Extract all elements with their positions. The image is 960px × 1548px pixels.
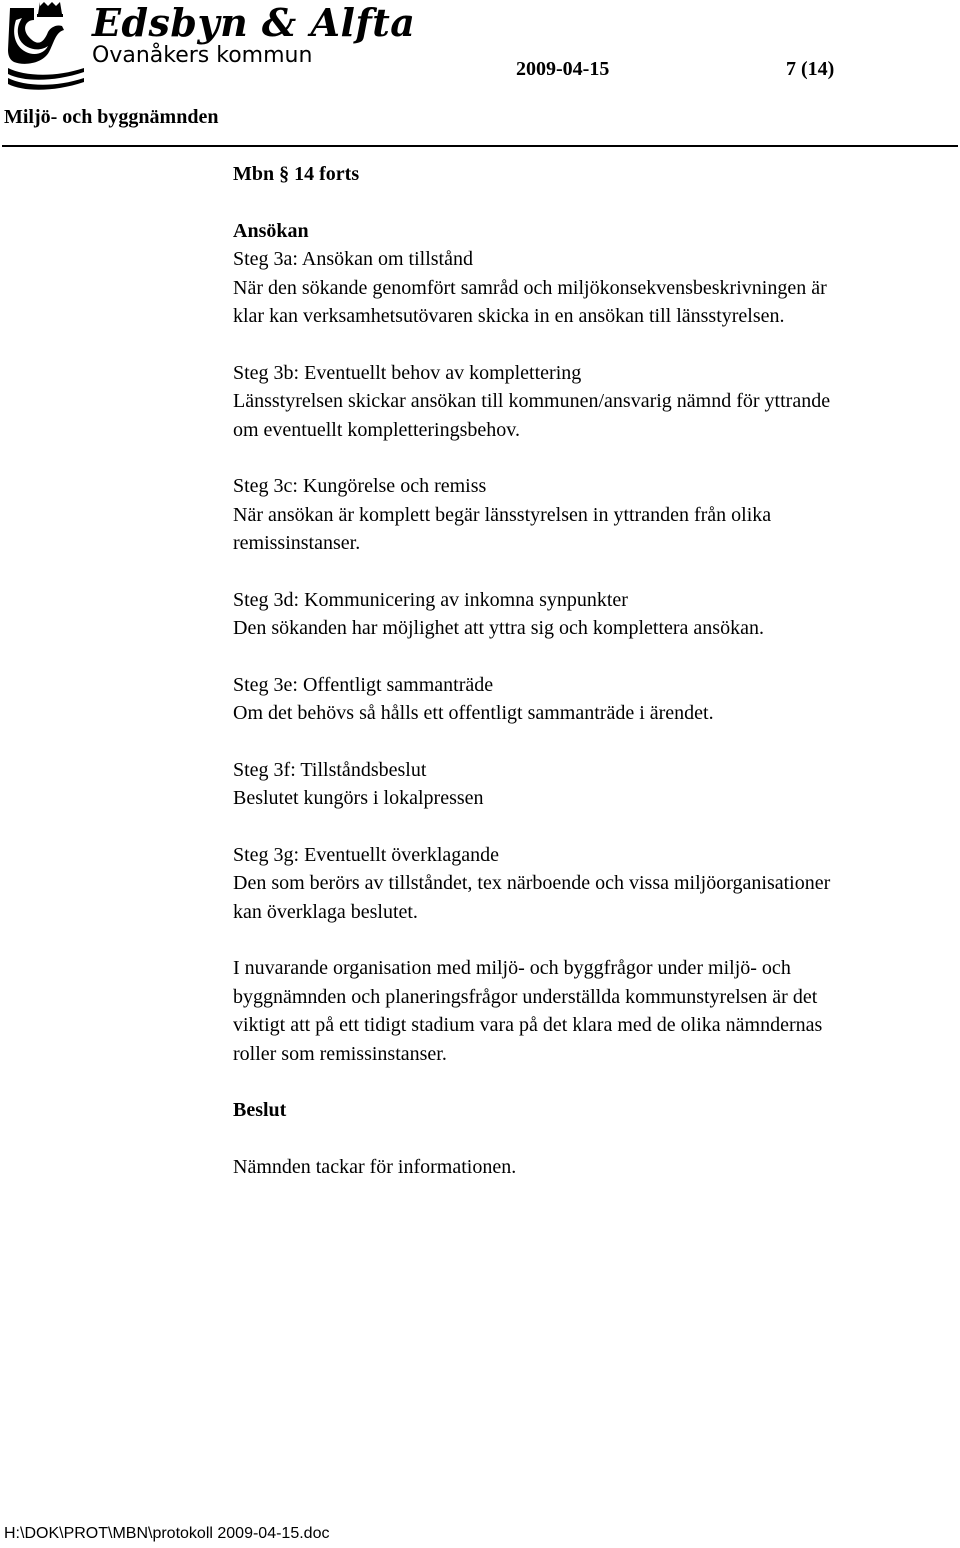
- section-title: Mbn § 14 forts: [233, 163, 360, 185]
- step-text-line: Beslutet kungörs i lokalpressen: [233, 787, 484, 809]
- decision-heading: Beslut: [233, 1099, 287, 1121]
- step-text-line: Den sökanden har möjlighet att yttra sig och komplettera ansökan.: [233, 617, 764, 639]
- step-block: [233, 671, 955, 728]
- step-title: Steg 3f: Tillståndsbeslut: [233, 758, 427, 781]
- step-title: Steg 3d: Kommunicering av inkomna synpunkter: [233, 588, 628, 611]
- step-title: Steg 3e: Offentligt sammanträde: [233, 673, 494, 696]
- decision-text: Nämnden tackar för informationen.: [233, 1155, 517, 1178]
- step-block: [233, 245, 955, 331]
- brand-name: Edsbyn & Alfta: [92, 0, 416, 45]
- document-date: 2009-04-15: [516, 58, 610, 80]
- summary-line: I nuvarande organisation med miljö- och byggfrågor under miljö- och: [233, 957, 791, 979]
- summary-line: roller som remissinstanser.: [233, 1042, 447, 1065]
- document-body: [233, 160, 955, 1181]
- step-text-line: Länsstyrelsen skickar ansökan till kommunen/ansvarig nämnd för yttrande: [233, 390, 831, 412]
- step-text-line: När ansökan är komplett begär länsstyrelsen in yttranden från olika: [233, 503, 772, 526]
- step-title: Steg 3c: Kungörelse och remiss: [233, 475, 487, 497]
- step-block: [233, 841, 955, 927]
- step-title: Steg 3b: Eventuellt behov av komplettering: [233, 361, 582, 384]
- summary-line: byggnämnden och planeringsfrågor underställda kommunstyrelsen är det: [233, 985, 818, 1008]
- municipality-name: Ovanåkers kommun: [92, 43, 313, 68]
- step-title: Steg 3a: Ansökan om tillstånd: [233, 248, 473, 270]
- step-text-line: Den som berörs av tillståndet, tex närboende och vissa miljöorganisationer: [233, 872, 831, 894]
- step-text-line: om eventuellt kompletteringsbehov.: [233, 418, 520, 441]
- step-text-line: När den sökande genomfört samråd och miljökonsekvensbeskrivningen är: [233, 276, 827, 299]
- header-divider: [2, 145, 958, 147]
- summary-paragraph: [233, 954, 955, 1068]
- application-heading: Ansökan: [233, 219, 309, 242]
- step-text-line: Om det behövs så hålls ett offentligt sammanträde i ärendet.: [233, 702, 714, 724]
- page-number: 7 (14): [786, 58, 835, 80]
- step-block: [233, 586, 955, 643]
- step-title: Steg 3g: Eventuellt överklagande: [233, 843, 500, 866]
- summary-line: viktigt att på ett tidigt stadium vara på det klara med de olika nämndernas: [233, 1014, 823, 1036]
- department-name: Miljö- och byggnämnden: [4, 106, 219, 128]
- step-block: [233, 756, 955, 813]
- crown-swan-logo-icon: [4, 2, 88, 92]
- step-block: [233, 359, 955, 445]
- file-path: H:\DOK\PROT\MBN\protokoll 2009-04-15.doc: [4, 1525, 330, 1542]
- step-text-line: remissinstanser.: [233, 532, 361, 554]
- step-text-line: klar kan verksamhetsutövaren skicka in en ansökan till länsstyrelsen.: [233, 305, 785, 327]
- step-text-line: kan överklaga beslutet.: [233, 900, 418, 923]
- step-block: [233, 472, 955, 558]
